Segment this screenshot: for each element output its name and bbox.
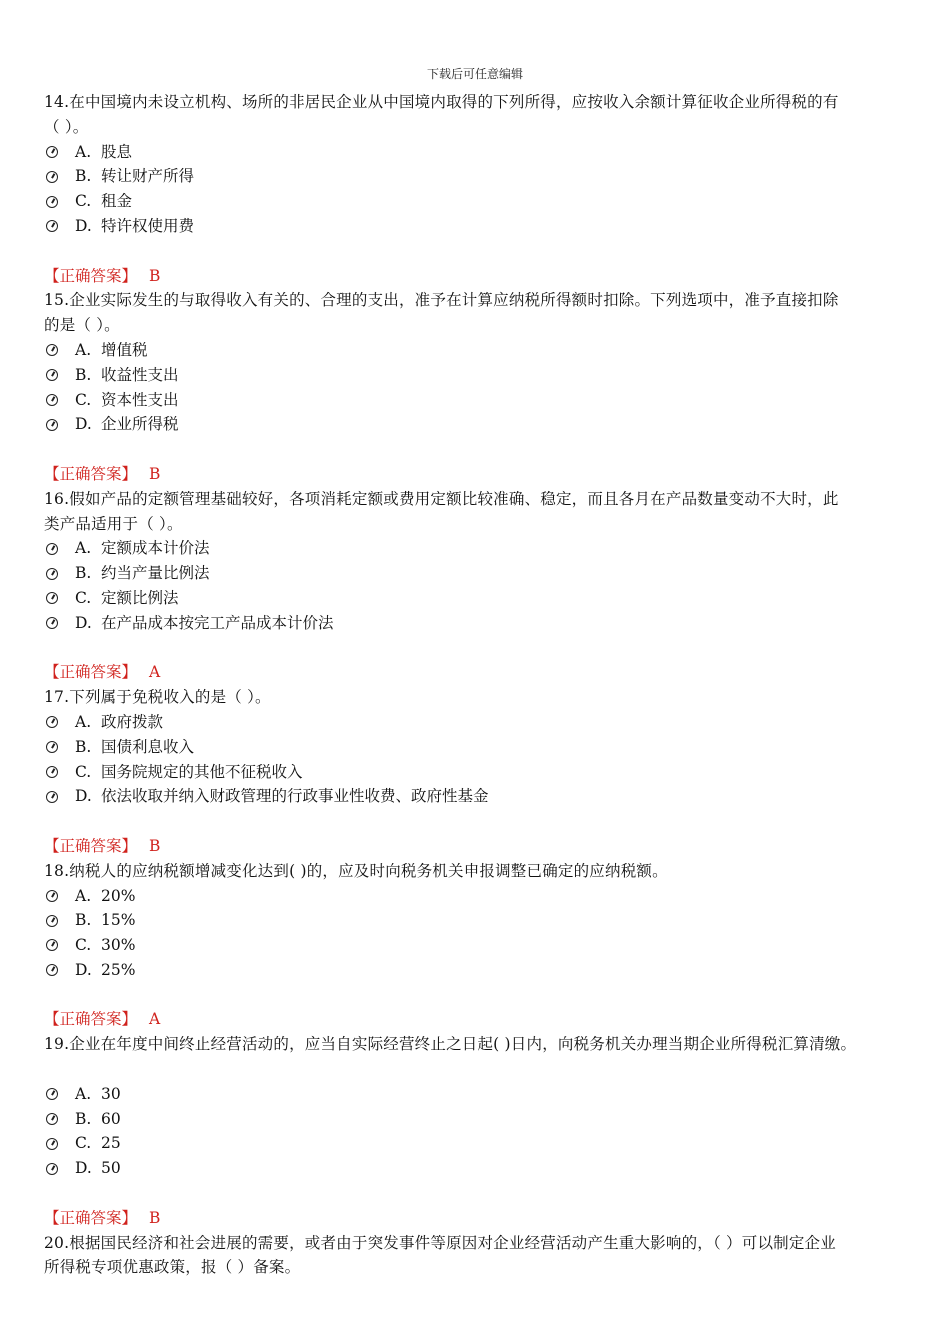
option-item[interactable] <box>44 189 906 214</box>
radio-icon[interactable] <box>46 592 58 604</box>
answer-value: B <box>149 1208 161 1227</box>
option-text: 资本性支出 <box>101 390 179 409</box>
option-text: 转让财产所得 <box>101 167 195 186</box>
question-number: 15. <box>44 291 70 310</box>
radio-icon[interactable] <box>46 939 58 951</box>
option-item[interactable] <box>44 760 906 785</box>
option-item[interactable] <box>44 388 906 413</box>
question-line: （ ）。 <box>44 117 89 136</box>
option-item[interactable] <box>44 1131 906 1156</box>
answer-value: B <box>149 464 161 483</box>
correct-answer <box>44 462 906 487</box>
question-text <box>44 1255 906 1280</box>
option-text: 15% <box>101 911 136 930</box>
answer-label: 【正确答案】 <box>44 266 138 285</box>
option-key: C. <box>75 762 92 781</box>
page-header: 下载后可任意编辑 <box>426 67 523 81</box>
spacer <box>44 983 906 1008</box>
answer-label: 【正确答案】 <box>44 836 138 855</box>
option-key: B. <box>75 1109 92 1128</box>
option-item[interactable] <box>44 933 906 958</box>
option-item[interactable] <box>44 1156 906 1181</box>
option-text: 增值税 <box>101 340 148 359</box>
radio-icon[interactable] <box>46 716 58 728</box>
answer-value: B <box>149 266 161 285</box>
option-key: C. <box>75 936 92 955</box>
question-text <box>44 288 906 313</box>
question-line: 企业实际发生的与取得收入有关的、合理的支出，准予在计算应纳税所得额时扣除。下列选项中，准予直接扣除 <box>69 291 839 310</box>
radio-icon[interactable] <box>46 568 58 580</box>
radio-icon[interactable] <box>46 344 58 356</box>
option-key: C. <box>75 588 92 607</box>
spacer <box>44 1181 906 1206</box>
question-number: 20. <box>44 1233 70 1252</box>
radio-icon[interactable] <box>46 146 58 158</box>
option-item[interactable] <box>44 561 906 586</box>
option-text: 股息 <box>101 142 133 161</box>
question-block <box>44 1032 906 1230</box>
radio-icon[interactable] <box>46 890 58 902</box>
radio-icon[interactable] <box>46 394 58 406</box>
question-line: 根据国民经济和社会进展的需要，或者由于突发事件等原因对企业经营活动产生重大影响的，（ ）可以制定企业 <box>69 1233 836 1252</box>
option-text: 在产品成本按完工产品成本计价法 <box>101 613 334 632</box>
question-line: 类产品适用于（ ）。 <box>44 514 183 533</box>
option-key: C. <box>75 192 92 211</box>
radio-icon[interactable] <box>46 171 58 183</box>
answer-label: 【正确答案】 <box>44 1010 138 1029</box>
radio-icon[interactable] <box>46 1138 58 1150</box>
option-key: C. <box>75 1134 92 1153</box>
radio-icon[interactable] <box>46 915 58 927</box>
radio-icon[interactable] <box>46 419 58 431</box>
question-line: 的是（ ）。 <box>44 316 120 335</box>
question-block <box>44 288 906 486</box>
option-item[interactable] <box>44 908 906 933</box>
correct-answer <box>44 834 906 859</box>
spacer <box>44 636 906 661</box>
question-text <box>44 1032 906 1057</box>
question-list <box>44 90 906 1280</box>
option-text: 20% <box>101 886 136 905</box>
option-key: D. <box>75 787 92 806</box>
option-text: 30% <box>101 936 136 955</box>
option-key: B. <box>75 365 92 384</box>
option-item[interactable] <box>44 363 906 388</box>
radio-icon[interactable] <box>46 1088 58 1100</box>
option-item[interactable] <box>44 735 906 760</box>
question-line: 假如产品的定额管理基础较好，各项消耗定额或费用定额比较准确、稳定，而且各月在产品数量变动不大时，此 <box>69 489 839 508</box>
option-item[interactable] <box>44 1107 906 1132</box>
question-line: 纳税人的应纳税额增减变化达到( )的，应及时向税务机关申报调整已确定的应纳税额。 <box>69 861 668 880</box>
question-text <box>44 90 906 115</box>
correct-answer <box>44 264 906 289</box>
radio-icon[interactable] <box>46 543 58 555</box>
question-number: 19. <box>44 1035 70 1054</box>
option-key: A. <box>75 886 92 905</box>
option-item[interactable] <box>44 710 906 735</box>
question-text <box>44 115 906 140</box>
option-item[interactable] <box>44 164 906 189</box>
radio-icon[interactable] <box>46 791 58 803</box>
option-key: A. <box>75 539 92 558</box>
option-key: D. <box>75 216 92 235</box>
option-text: 定额比例法 <box>101 588 179 607</box>
question-number: 17. <box>44 688 70 707</box>
option-item[interactable] <box>44 214 906 239</box>
option-text: 政府拨款 <box>101 712 164 731</box>
question-text <box>44 685 906 710</box>
question-number: 18. <box>44 861 70 880</box>
answer-label: 【正确答案】 <box>44 464 138 483</box>
answer-value: B <box>149 836 161 855</box>
question-block <box>44 487 906 685</box>
radio-icon[interactable] <box>46 1163 58 1175</box>
option-item[interactable] <box>44 586 906 611</box>
option-item[interactable] <box>44 1082 906 1107</box>
question-block <box>44 90 906 288</box>
question-block <box>44 1231 906 1281</box>
answer-label: 【正确答案】 <box>44 663 138 682</box>
question-text <box>44 859 906 884</box>
answer-value: A <box>149 1010 161 1029</box>
option-item[interactable] <box>44 611 906 636</box>
option-item[interactable] <box>44 338 906 363</box>
radio-icon[interactable] <box>46 220 58 232</box>
question-number: 14. <box>44 93 70 111</box>
option-key: B. <box>75 167 92 186</box>
option-text: 25 <box>101 1134 121 1153</box>
question-text <box>44 512 906 537</box>
option-item[interactable] <box>44 412 906 437</box>
radio-icon[interactable] <box>46 196 58 208</box>
option-key: A. <box>75 142 92 161</box>
question-text <box>44 1057 906 1082</box>
option-item[interactable] <box>44 140 906 165</box>
option-item[interactable] <box>44 784 906 809</box>
option-key: A. <box>75 1084 92 1103</box>
option-text: 国务院规定的其他不征税收入 <box>101 762 303 781</box>
question-line: 在中国境内未设立机构、场所的非居民企业从中国境内取得的下列所得，应按收入余额计算征收企业所得税的有 <box>69 93 839 111</box>
radio-icon[interactable] <box>46 766 58 778</box>
spacer <box>44 809 906 834</box>
question-block <box>44 685 906 859</box>
radio-icon[interactable] <box>46 1113 58 1125</box>
answer-label: 【正确答案】 <box>44 1208 138 1227</box>
radio-icon[interactable] <box>46 369 58 381</box>
option-text: 30 <box>101 1084 121 1103</box>
answer-value: A <box>149 663 161 682</box>
option-text: 企业所得税 <box>101 415 179 434</box>
option-text: 国债利息收入 <box>101 737 195 756</box>
question-line: 所得税专项优惠政策，报（ ）备案。 <box>44 1258 301 1277</box>
spacer <box>44 239 906 264</box>
question-number: 16. <box>44 489 70 508</box>
question-text <box>44 487 906 512</box>
question-block <box>44 859 906 1033</box>
spacer <box>44 437 906 462</box>
correct-answer <box>44 660 906 685</box>
option-key: C. <box>75 390 92 409</box>
option-key: B. <box>75 564 92 583</box>
option-key: B. <box>75 911 92 930</box>
option-text: 依法收取并纳入财政管理的行政事业性收费、政府性基金 <box>101 787 489 806</box>
option-key: A. <box>75 340 92 359</box>
correct-answer <box>44 1007 906 1032</box>
option-item[interactable] <box>44 958 906 983</box>
option-key: A. <box>75 712 92 731</box>
option-item[interactable] <box>44 536 906 561</box>
option-key: B. <box>75 737 92 756</box>
correct-answer <box>44 1206 906 1231</box>
radio-icon[interactable] <box>46 617 58 629</box>
radio-icon[interactable] <box>46 964 58 976</box>
option-text: 60 <box>101 1109 121 1128</box>
option-text: 定额成本计价法 <box>101 539 210 558</box>
question-text <box>44 1231 906 1256</box>
question-text <box>44 313 906 338</box>
question-line: 下列属于免税收入的是（ ）。 <box>69 688 271 707</box>
option-text: 租金 <box>101 192 133 211</box>
option-key: D. <box>75 1159 92 1178</box>
option-text: 50 <box>101 1159 121 1178</box>
option-item[interactable] <box>44 884 906 909</box>
option-text: 特许权使用费 <box>101 216 195 235</box>
question-line: 企业在年度中间终止经营活动的，应当自实际经营终止之日起( )日内，向税务机关办理当期企业所得税汇算清缴。 <box>69 1035 857 1054</box>
option-key: D. <box>75 415 92 434</box>
option-key: D. <box>75 613 92 632</box>
option-key: D. <box>75 960 92 979</box>
radio-icon[interactable] <box>46 741 58 753</box>
option-text: 25% <box>101 960 136 979</box>
option-text: 约当产量比例法 <box>101 564 210 583</box>
option-text: 收益性支出 <box>101 365 179 384</box>
